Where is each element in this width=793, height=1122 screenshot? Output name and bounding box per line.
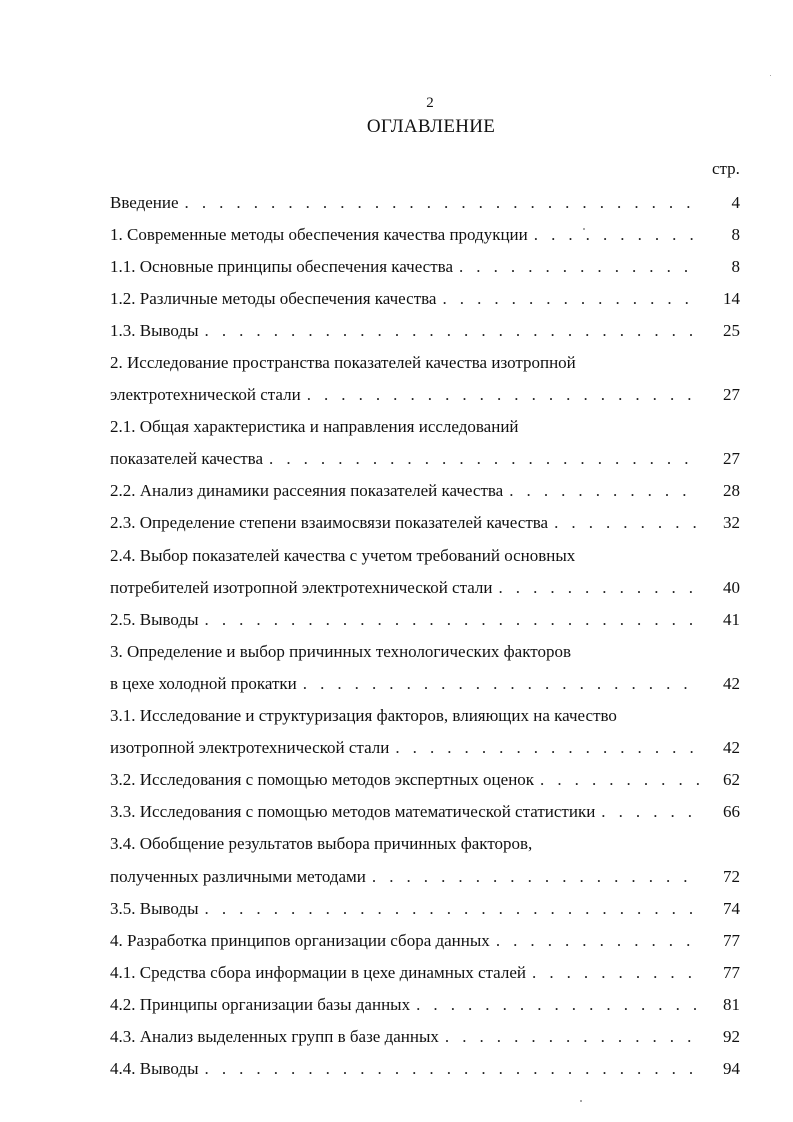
toc-entry-title: 2.5. Выводы <box>110 609 199 629</box>
toc-entry-page: 40 <box>723 577 740 597</box>
toc-entry-page: 28 <box>723 481 740 501</box>
toc-entry-title: в цехе холодной прокатки <box>110 673 297 693</box>
toc-entry <box>110 603 740 635</box>
toc-entry-page: 62 <box>723 770 740 790</box>
toc-entry-page: 4 <box>731 192 740 212</box>
toc-entry <box>110 796 740 828</box>
toc-entry-page: 77 <box>723 962 740 982</box>
toc-entry-page: 27 <box>723 385 740 405</box>
toc-entry-title: 3.1. Исследование и структуризация факторов, влияющих на качество <box>110 706 617 726</box>
toc-entry-page: 27 <box>723 449 740 469</box>
toc-entry-title: показателей качества <box>110 449 264 469</box>
toc-entry <box>110 635 740 667</box>
toc-entry-title: 3.4. Обобщение результатов выбора причинных факторов, <box>110 834 533 854</box>
toc-entry <box>110 860 740 892</box>
dot-leader <box>554 514 700 531</box>
toc-entry <box>110 539 740 571</box>
toc-entry-title: 4. Разработка принципов организации сбора данных <box>110 930 490 950</box>
toc-entry <box>110 667 740 699</box>
scan-speck <box>580 1100 582 1102</box>
toc-entry-title: 4.3. Анализ выделенных групп в базе данных <box>110 1026 439 1046</box>
toc-entry <box>110 988 740 1020</box>
dot-leader <box>303 675 700 692</box>
toc-entry-page: 74 <box>723 898 740 918</box>
toc-entry-title: 2.2. Анализ динамики рассеяния показателей качества <box>110 481 504 501</box>
dot-leader <box>442 290 700 307</box>
table-of-contents <box>110 186 740 1085</box>
toc-entry <box>110 507 740 539</box>
toc-entry-page: 8 <box>731 224 740 244</box>
toc-entry <box>110 892 740 924</box>
toc-entry <box>110 411 740 443</box>
toc-entry <box>110 1020 740 1052</box>
dot-leader <box>540 771 700 788</box>
toc-entry-page: 41 <box>723 609 740 629</box>
dot-leader <box>205 322 700 339</box>
toc-entry <box>110 700 740 732</box>
toc-entry-page: 42 <box>723 738 740 758</box>
dot-leader <box>534 226 700 243</box>
toc-entry-title: 1. Современные методы обеспечения качества продукции <box>110 224 528 244</box>
toc-entry-page: 66 <box>723 802 740 822</box>
toc-entry <box>110 379 740 411</box>
toc-entry <box>110 1053 740 1085</box>
toc-entry <box>110 828 740 860</box>
toc-entry <box>110 732 740 764</box>
toc-entry <box>110 250 740 282</box>
toc-entry-page: 8 <box>731 256 740 276</box>
dot-leader <box>372 868 700 885</box>
dot-leader <box>416 996 700 1013</box>
toc-entry-title: 4.4. Выводы <box>110 1059 199 1079</box>
dot-leader <box>445 1028 700 1045</box>
dot-leader <box>269 450 700 467</box>
toc-entry-title: 2. Исследование пространства показателей качества изотропной <box>110 353 576 373</box>
toc-entry <box>110 924 740 956</box>
toc-entry-title: 1.3. Выводы <box>110 320 199 340</box>
dot-leader <box>395 739 700 756</box>
toc-entry-page: 77 <box>723 930 740 950</box>
toc-entry-title: 4.1. Средства сбора информации в цехе динамных сталей <box>110 962 527 982</box>
toc-entry <box>110 346 740 378</box>
toc-entry-page: 72 <box>723 866 740 886</box>
page-title: ОГЛАВЛЕНИЕ <box>366 116 496 137</box>
dot-leader <box>509 482 700 499</box>
toc-entry-title: электротехнической стали <box>110 385 301 405</box>
toc-entry <box>110 956 740 988</box>
toc-entry-title: изотропной электротехнической стали <box>110 738 390 758</box>
toc-entry-title: 2.1. Общая характеристика и направления исследований <box>110 417 519 437</box>
toc-entry-title: полученных различными методами <box>110 866 366 886</box>
dot-leader <box>496 932 700 949</box>
toc-entry-page: 14 <box>723 288 740 308</box>
toc-entry-title: 1.1. Основные принципы обеспечения качества <box>110 256 453 276</box>
toc-entry-page: 92 <box>723 1026 740 1046</box>
dot-leader <box>601 803 700 820</box>
toc-entry-title: 2.4. Выбор показателей качества с учетом требований основных <box>110 545 576 565</box>
toc-entry-title: 2.3. Определение степени взаимосвязи показателей качества <box>110 513 549 533</box>
toc-entry <box>110 282 740 314</box>
toc-entry-title: 3. Определение и выбор причинных технологических факторов <box>110 641 571 661</box>
toc-entry-title: 3.5. Выводы <box>110 898 199 918</box>
dot-leader <box>205 611 700 628</box>
toc-entry-page: 94 <box>723 1059 740 1079</box>
toc-entry <box>110 443 740 475</box>
toc-entry-title: 3.3. Исследования с помощью методов математической статистики <box>110 802 596 822</box>
page-column-label: стр. <box>712 159 740 178</box>
toc-entry <box>110 314 740 346</box>
toc-entry-page: 81 <box>723 994 740 1014</box>
toc-entry-title: потребителей изотропной электротехнической стали <box>110 577 493 597</box>
toc-entry-page: 32 <box>723 513 740 533</box>
dot-leader <box>459 258 700 275</box>
toc-entry <box>110 764 740 796</box>
toc-entry-title: Введение <box>110 192 179 212</box>
dot-leader <box>499 579 701 596</box>
toc-entry <box>110 186 740 218</box>
dot-leader <box>185 194 700 211</box>
toc-entry-page: 25 <box>723 320 740 340</box>
toc-entry-page: 42 <box>723 673 740 693</box>
toc-entry <box>110 571 740 603</box>
toc-entry-title: 4.2. Принципы организации базы данных <box>110 994 411 1014</box>
page-number: 2 <box>426 95 434 111</box>
toc-entry-title: 1.2. Различные методы обеспечения качества <box>110 288 437 308</box>
dot-leader <box>205 900 700 917</box>
dot-leader <box>307 386 700 403</box>
toc-entry-title: 3.2. Исследования с помощью методов экспертных оценок <box>110 770 535 790</box>
dot-leader <box>205 1060 700 1077</box>
scan-speck <box>583 228 585 230</box>
scan-speck <box>770 75 771 76</box>
toc-entry <box>110 218 740 250</box>
dot-leader <box>532 964 700 981</box>
toc-entry <box>110 475 740 507</box>
